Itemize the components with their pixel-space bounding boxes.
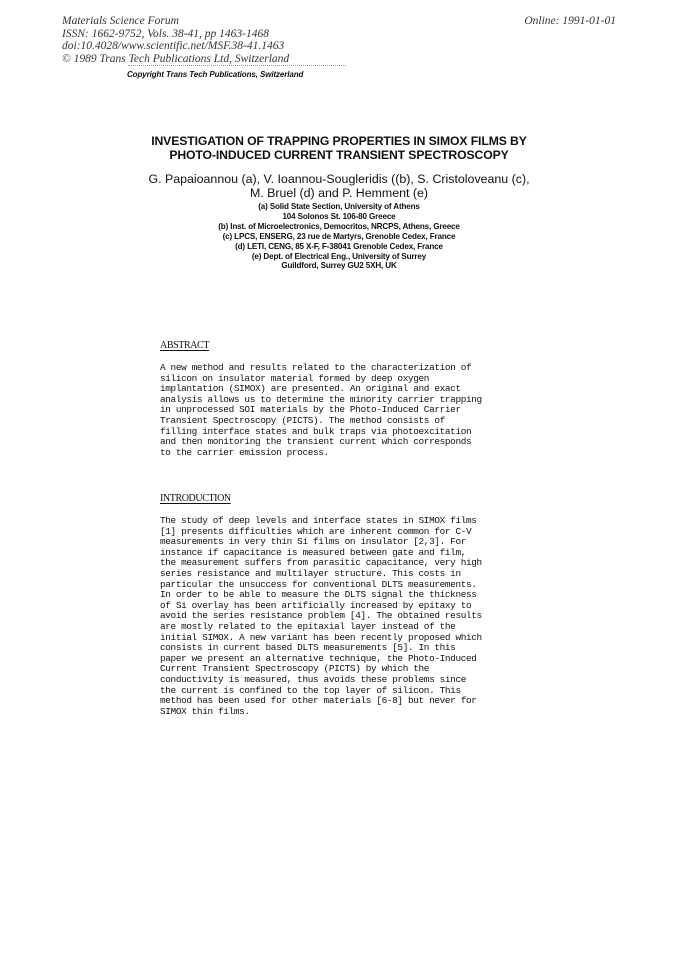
introduction-line: paper we present an alternative technique, the Photo-Induced — [160, 652, 477, 664]
abstract-line: Transient Spectroscopy (PICTS). The method consists of — [160, 414, 445, 426]
introduction-line: Current Transient Spectroscopy (PICTS) by which the — [160, 663, 430, 675]
affiliation-list — [0, 202, 678, 271]
introduction-line: series resistance and multilayer structure. This costs in — [160, 567, 461, 579]
copyright-notice: Copyright Trans Tech Publications, Switzerland — [127, 70, 304, 79]
introduction-line: conductivity is measured, thus avoids these problems since — [160, 673, 467, 685]
affiliation-line: (a) Solid State Section, University of Athens — [258, 202, 420, 211]
affiliation-line: (b) Inst. of Microelectronics, Democritos, NRCPS, Athens, Greece — [218, 221, 460, 231]
abstract-line: filling interface states and bulk traps via photoexcitation — [160, 425, 472, 437]
affiliation-line: (e) Dept. of Electrical Eng., University of Surrey — [251, 251, 427, 261]
introduction-line: are mostly related to the epitaxial layer instead of the — [160, 620, 456, 632]
abstract-line: and then monitoring the transient current which corresponds — [160, 436, 472, 448]
journal-metadata — [62, 15, 289, 65]
title-line: INVESTIGATION OF TRAPPING PROPERTIES IN SIMOX FILMS BY — [151, 134, 527, 148]
introduction-line: initial SIMOX. A new variant has been recently proposed which — [160, 631, 482, 643]
introduction-line: measurements in very thin Si films on insulator [2,3]. For — [160, 536, 467, 548]
introduction-line: avoid the series resistance problem [4]. The obtained results — [160, 610, 482, 622]
introduction-line: the measurement suffers from parasitic capacitance, very high — [160, 557, 482, 569]
abstract-line: analysis allows us to determine the minority carrier trapping — [160, 393, 482, 405]
journal-name: Materials Science Forum — [62, 15, 179, 27]
paper-title — [0, 135, 678, 162]
introduction-line: of Si overlay has been artificially increased by epitaxy to — [160, 599, 472, 611]
affiliation-line: (c) LPCS, ENSERG, 23 rue de Martyrs, Grenoble Cedex, France — [222, 231, 456, 241]
abstract-heading: ABSTRACT — [160, 340, 210, 351]
abstract-line: A new method and results related to the characterization of — [160, 362, 472, 373]
introduction-line: SIMOX thin films. — [160, 705, 250, 717]
abstract-line: implantation (SIMOX) are presented. An original and exact — [160, 383, 461, 395]
author-list — [0, 173, 678, 200]
clipped-header-remnant — [128, 65, 346, 68]
issn-line: ISSN: 1662-9752, Vols. 38-41, pp 1463-1468 — [62, 27, 269, 40]
title-line: PHOTO-INDUCED CURRENT TRANSIENT SPECTROSCOPY — [169, 147, 509, 162]
author-line: G. Papaioannou (a), V. Ioannou-Sougleridis ((b), S. Cristoloveanu (c), — [148, 172, 530, 186]
introduction-body — [160, 516, 482, 717]
author-line: M. Bruel (d) and P. Hemment (e) — [249, 185, 429, 200]
abstract-body — [160, 363, 482, 458]
introduction-line: particular the unsuccess for conventional DLTS measurements. — [160, 578, 477, 590]
introduction-line: method has been used for other materials [6-8] but never for — [160, 695, 477, 707]
affiliation-line: (d) LETI, CENG, 85 X-F, F-38041 Grenoble Cedex, France — [235, 241, 443, 251]
introduction-heading: INTRODUCTION — [160, 493, 231, 504]
abstract-line: to the carrier emission process. — [160, 446, 329, 458]
introduction-line: The study of deep levels and interface states in SIMOX films — [160, 515, 477, 526]
introduction-line: the current is confined to the top layer of silicon. This — [160, 684, 461, 696]
affiliation-line: 104 Solonos St. 106-80 Greece — [282, 211, 396, 221]
doi-line: doi:10.4028/www.scientific.net/MSF.38-41.1463 — [62, 40, 285, 52]
introduction-line: instance if capacitance is measured between gate and film, — [160, 546, 467, 558]
affiliation-line: Guildford, Surrey GU2 5XH, UK — [281, 261, 397, 271]
abstract-line: silicon on insulator material formed by deep oxygen — [160, 372, 430, 384]
introduction-line: In order to be able to measure the DLTS signal the thickness — [160, 589, 477, 601]
publisher-line: © 1989 Trans Tech Publications Ltd, Switzerland — [62, 52, 290, 65]
introduction-line: [1] presents difficulties which are inherent common for C-V — [160, 525, 472, 537]
introduction-line: consists in current based DLTS measurements [5]. In this — [160, 642, 456, 654]
online-date: Online: 1991-01-01 — [524, 15, 616, 27]
abstract-line: in unprocessed SOI materials by the Photo-Induced Carrier — [160, 404, 461, 416]
